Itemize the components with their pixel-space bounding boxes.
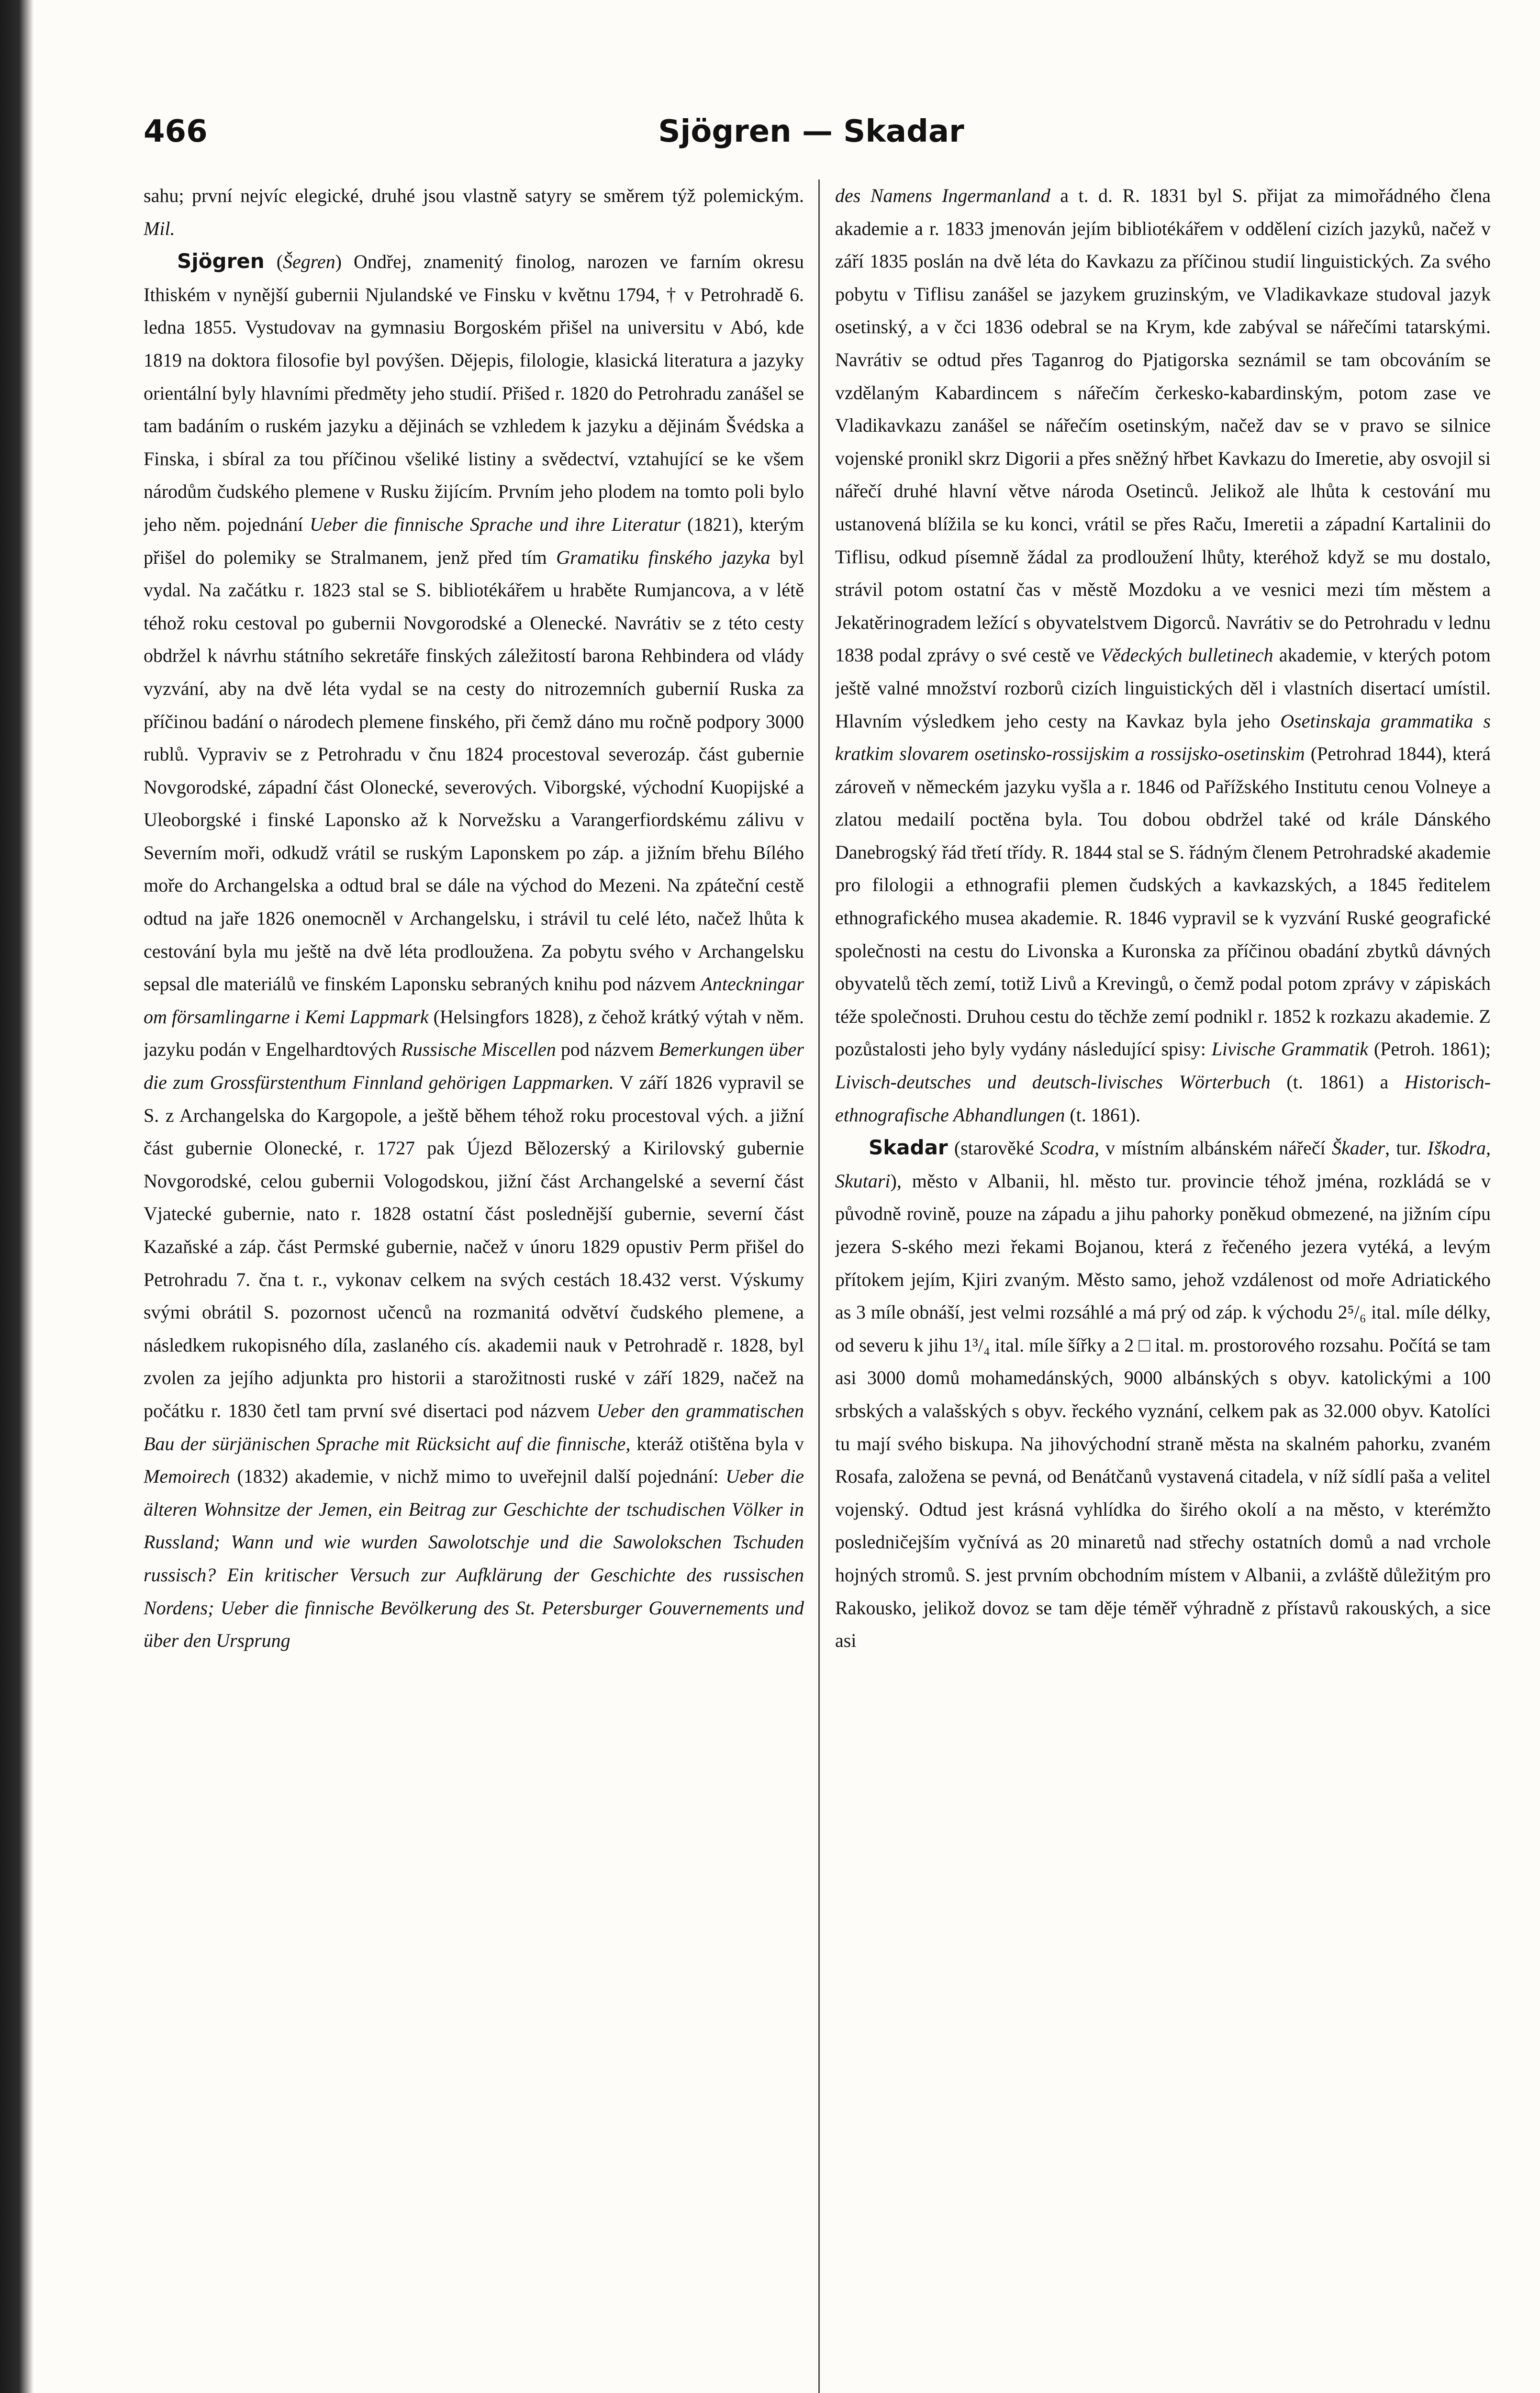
italic-segment: Šegren	[283, 251, 335, 273]
right-column	[835, 179, 1491, 2393]
text-segment: (	[264, 251, 283, 273]
italic-segment: Vědeckých bulletinech	[1100, 644, 1273, 666]
italic-segment: Historisch-ethnografische Abhandlungen	[835, 1071, 1491, 1126]
text-segment: (Petroh. 1861);	[1368, 1038, 1491, 1060]
italic-segment: Osetinskaja grammatika s kratkim slovarem osetinsko-rossijskim a rossijsko-osetinskim	[835, 710, 1491, 765]
text-segment: , tur.	[1385, 1137, 1428, 1159]
italic-segment: Gramatiku finského jazyka	[556, 546, 770, 568]
text-segment: byl vydal. Na začátku r. 1823 stal se S. bibliotékářem u hraběte Rumjancova, a v létě téhož roku cestoval po gubernii Novgorodské a Olenecké. Navrátiv se z této cesty obdržel k návrhu státního sekretáře finských záležitostí barona Rehbindera od vlády vyzvání, aby na dvě léta vydal se na cesty do nitrozemních gubernií Ruska za příčinou badání o národech plemene finského, při čemž dáno mu ročně podpory 3000 rublů. Vypraviv se z Petrohradu v čnu 1824 procestoval severozáp. část gubernie Novgorodské, západní část Olonecké, severových. Viborgské, východní Kuopijské a Uleoborgské i finské Laponsko až k Norvežsku a Varangerfiordskému zálivu v Severním moři, odkudž vrátil se ruským Laponskem po záp. a jižním břehu Bílého moře do Archangelska a odtud bral se dále na východ do Mezeni. Na zpáteční cestě odtud na jaře 1826 onemocněl v Archangelsku, i strávil tu celé léto, načež lhůta k cestování byla mu ještě na dvě léta prodloužena. Za pobytu svého v Archangelsku sepsal dle materiálů ve finském Laponsku sebraných knihu pod názvem	[144, 546, 804, 995]
italic-segment: Bemerkungen über die zum Grossfürstenthum Finnland gehörigen Lappmarken.	[144, 1039, 804, 1094]
author-signature: Mil.	[144, 217, 175, 239]
entry-sjogren-continuation	[835, 179, 1491, 1131]
text-segment: (t. 1861).	[1065, 1104, 1141, 1126]
italic-segment: Anteckningar om församlingarne i Kemi Lappmark	[144, 973, 804, 1028]
running-head: Sjögren — Skadar	[658, 114, 964, 149]
entry-headword: Skadar	[869, 1136, 948, 1160]
entry-headword: Sjögren	[177, 249, 265, 273]
text-segment: pod názvem	[556, 1039, 659, 1061]
text-segment: (1821), kterým přišel do polemiky se Stralmanem, jenž před tím	[144, 513, 804, 568]
text-segment: (Helsingfors 1828), z čehož krátký výtah v něm. jazyku podán v Engelhardtových	[144, 1006, 804, 1061]
text-segment: (t. 1861) a	[1270, 1071, 1405, 1093]
page-number: 466	[144, 114, 208, 149]
italic-segment: Livisch-deutsches und deutsch-livisches Wörterbuch	[835, 1071, 1271, 1093]
italic-segment: Ueber die älteren Wohnsitze der Jemen, ein Beitrag zur Geschichte der tschudischen Völker in Russland; Wann und wie wurden Sawolotschje und die Sawolokschen Tschuden russisch? Ein kritischer Versuch zur Aufklärung der Geschichte des russischen Nordens; Ueber die finnische Bevölkerung des St. Petersburger Gouvernements und über den Ursprung	[144, 1465, 804, 1652]
text-segment: ), město v Albanii, hl. město tur. provincie téhož jména, rozkládá se v původně rovině, pouze na západu a jihu pahorky poněkud obmezené, na jižním cípu jezera S-ského mezi řekami Bojanou, která z řečeného jezera vytéká, a levým přítokem jejím, Kjiri zvaným. Město samo, jehož vzdálenost od moře Adriatického as 3 míle obnáší, jest velmi rozsáhlé a má prý od záp. k východu 2⁵/₆ ital. míle délky, od severu k jihu 1³/₄ ital. míle šířky a 2 □ ital. m. prostorového rozsahu. Počítá se tam asi 3000 domů mohamedánských, 9000 albánských s obyv. katolickými a 100 srbských a valašských s obyv. řeckého vyznání, celkem pak as 32.000 obyv. Katolíci tu mají svého biskupa. Na jihovýchodní straně města na skalném pahorku, zvaném Rosafa, založena se pevná, od Benátčanů vystavená citadela, v níž sídlí paša a velitel vojenský. Odtud jest krásná vyhlídka do širého okolí a na město, v kterémžto posledničejším vyčnívá as 20 minaretů nad střechy ostatních domů a nad vrchole hojných stromů. S. jest prvním obchodním místem v Albanii, a zvláště důležitým pro Rakousko, jelikož dovoz se tam děje téměř výhradně z přístavů rakouských, a sice asi	[835, 1170, 1491, 1652]
text-segment: (1832) akademie, v nichž mimo to uveřejnil další pojednání:	[230, 1465, 726, 1487]
text-segment: kteráž otištěna byla v	[630, 1432, 804, 1454]
text-segment: (starověké	[948, 1137, 1040, 1159]
page-edge-shadow	[0, 0, 33, 2393]
text-segment: v místním albánském nářečí	[1099, 1137, 1332, 1159]
entry-continuation	[144, 179, 804, 245]
italic-segment: Russische Miscellen	[401, 1039, 556, 1061]
page-header	[144, 110, 1479, 163]
text-segment: ) Ondřej, znamenitý finolog, narozen ve farním okresu Ithiském v nynější gubernii Njulandské ve Finsku v květnu 1794, † v Petrohradě 6. ledna 1855. Vystudovav na gymnasiu Borgoském přišel na universitu v Abó, kde 1819 na doktora filosofie byl povýšen. Dějepis, filologie, klasická literatura a jazyky orientální byly hlavními předměty jeho studií. Přišed r. 1820 do Petrohradu zanášel se tam badáním o ruském jazyku a dějinách se vzhledem k jazyku a dějinám Švédska a Finska, i sbíral za tou příčinou všeliké listiny a svědectví, vztahující se ke všem národům čudského plemene v Rusku žijícím. Prvním jeho plodem na tomto poli bylo jeho něm. pojednání	[144, 251, 804, 535]
text-segment: akademie, v kterých potom ještě valné množství rozborů cizích linguistických děl i vlastních disertací umístil. Hlavním výsledkem jeho cesty na Kavkaz byla jeho	[835, 644, 1491, 732]
italic-segment: Memoirech	[144, 1465, 230, 1487]
text-segment: V září 1826 vypravil se S. z Archangelska do Kargopole, a ještě během téhož roku procestoval vých. a jižní část gubernie Olonecké, r. 1727 pak Újezd Bělozerský a Kirilovský gubernie Novgorodské, celou gubernii Vologodskou, jižní část Archangelské a severní část Vjatecké gubernie, nato r. 1828 ostatní část poslednější gubernie, severní část Kazaňské a záp. část Permské gubernie, načež v únoru 1829 opustiv Perm přišel do Petrohradu 7. čna t. r., vykonav celkem na svých cestách 18.432 verst. Výskumy svými obrátil S. pozornost učenců na rozmanitá odvětví čudského plemene, a následkem rukopisného díla, zaslaného cís. akademii nauk v Petrohradě r. 1828, byl zvolen za jejího adjunkta pro historii a starožitnosti ruské v září 1829, načež na počátku r. 1830 četl tam první své disertaci pod názvem	[144, 1072, 804, 1421]
italic-segment: Ueber die finnische Sprache und ihre Literatur	[310, 513, 681, 535]
text-segment: a t. d. R. 1831 byl S. přijat za mimořádného člena akademie a r. 1833 jmenován jejím bibliotékářem v oddělení cizích jazyků, načež v září 1835 poslán na dvě léta do Kavkazu za příčinou studií linguistických. Za svého pobytu v Tiflisu zanášel se jazykem gruzinským, ve Vladikavkaze studoval jazyk osetinský, a v čci 1836 odebral se na Krym, kde zabýval se nářečími tatarskými. Navrátiv se odtud přes Taganrog do Pjatigorska seznámil se tam obcováním se vzdělaným Kabardincem s nářečím čerkesko-kabardinským, potom zase ve Vladikavkazu zanášel se nářečím osetinským, načež dav se v pravo se silnice vojenské pronikl skrz Digorii a přes sněžný hřbet Kavkazu do Imeretie, aby osvojil si nářečí druhé hlavní větve národa Osetinců. Jelikož ale lhůta k cestování mu ustanovená blížila se ku konci, vrátil se přes Raču, Imeretii a západní Kartalinii do Tiflisu, odkud písemně žádal za prodloužení lhůty, kteréhož když se mu dostalo, strávil potom ostatní čas v městě Mozdoku a ve vesnici mezi tím městem a Jekatěrinogradem ležící s obyvatelstvem Digorců. Navrátiv se do Petrohradu v lednu 1838 podal zprávy o své cestě ve	[835, 185, 1491, 666]
italic-segment: Škader	[1332, 1137, 1385, 1159]
left-column	[144, 179, 804, 2393]
italic-segment: des Namens Ingermanland	[835, 185, 1050, 206]
italic-segment: Iškodra, Skutari	[835, 1137, 1491, 1192]
text-segment: sahu; první nejvíc elegické, druhé jsou vlastně satyry se směrem týž polemickým.	[144, 185, 804, 206]
column-divider	[818, 179, 820, 2393]
text-segment: (Petrohrad 1844), která zároveň v německém jazyku vyšla a r. 1846 od Pařížského Institutu cenou Volneyе a zlatou medailí poctěna byla. Tou dobou obdržel také od krále Dánského Danebrogský řád třetí třídy. R. 1844 stal se S. řádným členem Petrohradské akademie pro filologii a ethnografii plemen čudských a kavkazských, a 1845 ředitelem ethnografického musea akademie. R. 1846 vypravil se k vyzvání Ruské geografické společnosti na cestu do Livonska a Kuronska za příčinou obadání zbytků dávných obyvatelů těch zemí, totiž Livů a Krevingů, o čemž podal potom zprávy v zápiskách téže společnosti. Druhou cestu do těchže zemí podnikl r. 1852 k rozkazu akademie. Z pozůstalosti jeho byly vydány následující spisy:	[835, 743, 1491, 1060]
italic-segment: Livische Grammatik	[1211, 1038, 1369, 1060]
italic-segment: Scodra,	[1040, 1137, 1100, 1159]
entry-skadar	[835, 1131, 1491, 1657]
italic-segment: Ueber den grammatischen Bau der sürjänischen Sprache mit Rücksicht auf die finnische,	[144, 1399, 804, 1454]
entry-sjogren	[144, 245, 804, 1657]
